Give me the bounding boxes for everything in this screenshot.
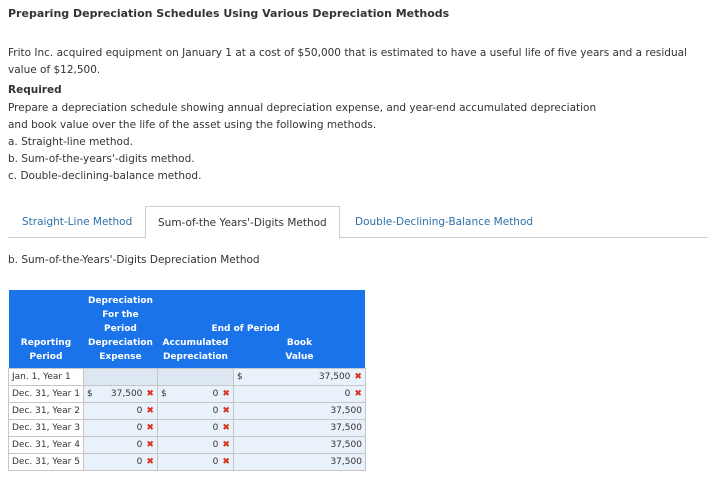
required-heading: Required — [8, 84, 62, 96]
header-accumulated-depreciation: Accumulated Depreciation — [157, 336, 233, 369]
book-value-value: 37,500 — [330, 423, 362, 433]
dep-expense-value: 0 — [136, 423, 143, 433]
header-end-of-period: End of Period — [211, 324, 280, 334]
incorrect-mark-icon: ✖ — [354, 372, 362, 382]
accumulated-dep-cell-empty — [157, 369, 233, 386]
table-row — [9, 437, 366, 454]
header-dep-period: Depreciation For the Period — [83, 290, 157, 336]
book-value-input[interactable] — [233, 454, 365, 471]
incorrect-mark-icon: ✖ — [146, 440, 154, 450]
required-instructions — [8, 100, 708, 185]
book-value-input[interactable] — [233, 403, 365, 420]
period-cell: Dec. 31, Year 1 — [9, 386, 84, 403]
dollar-sign: $ — [86, 389, 93, 399]
header-reporting-period: Reporting Period — [9, 336, 84, 369]
accumulated-dep-value: 0 — [212, 457, 219, 467]
period-cell: Dec. 31, Year 2 — [9, 403, 84, 420]
period-cell: Dec. 31, Year 3 — [9, 420, 84, 437]
dep-expense-value: 37,500 — [110, 389, 143, 399]
accumulated-dep-input[interactable] — [157, 420, 233, 437]
header-book-value: Book Value — [233, 336, 365, 369]
required-line: b. Sum-of-the-years'-digits method. — [8, 153, 195, 165]
incorrect-mark-icon: ✖ — [146, 423, 154, 433]
period-cell: Dec. 31, Year 4 — [9, 437, 84, 454]
book-value-input[interactable] — [233, 420, 365, 437]
accumulated-dep-value: 0 — [212, 440, 219, 450]
incorrect-mark-icon: ✖ — [146, 406, 154, 416]
incorrect-mark-icon: ✖ — [222, 406, 230, 416]
method-tabs — [8, 206, 708, 238]
accumulated-dep-value: 0 — [212, 423, 219, 433]
dollar-sign: $ — [160, 389, 167, 399]
dep-expense-input[interactable] — [83, 437, 157, 454]
tab-straight-line[interactable]: Straight-Line Method — [22, 216, 133, 228]
table-row — [9, 369, 366, 386]
accumulated-dep-value: 0 — [212, 406, 219, 416]
dep-expense-input[interactable] — [83, 386, 157, 403]
accumulated-dep-input[interactable] — [157, 454, 233, 471]
header-dep-expense: Depreciation Expense — [83, 336, 157, 369]
table-row — [9, 386, 366, 403]
accumulated-dep-input[interactable] — [157, 386, 233, 403]
required-line: a. Straight-line method. — [8, 136, 133, 148]
required-line: c. Double-declining-balance method. — [8, 170, 202, 182]
book-value-value: 37,500 — [330, 406, 362, 416]
book-value-input[interactable] — [233, 386, 365, 403]
dep-expense-value: 0 — [136, 440, 143, 450]
section-title: b. Sum-of-the-Years'-Digits Depreciation Method — [8, 254, 260, 266]
tab-sum-of-years-digits[interactable]: Sum-of-the Years'-Digits Method — [145, 206, 340, 239]
accumulated-dep-input[interactable] — [157, 403, 233, 420]
dollar-sign: $ — [236, 372, 243, 382]
period-cell: Dec. 31, Year 5 — [9, 454, 84, 471]
book-value-value: 0 — [344, 389, 351, 399]
table-row — [9, 420, 366, 437]
dep-expense-input[interactable] — [83, 403, 157, 420]
book-value-value: 37,500 — [318, 372, 351, 382]
dep-expense-cell-empty — [83, 369, 157, 386]
depreciation-schedule-table — [8, 290, 366, 471]
dep-expense-input[interactable] — [83, 420, 157, 437]
incorrect-mark-icon: ✖ — [222, 440, 230, 450]
required-line: and book value over the life of the asset using the following methods. — [8, 119, 377, 131]
accumulated-dep-input[interactable] — [157, 437, 233, 454]
book-value-input[interactable] — [233, 369, 365, 386]
incorrect-mark-icon: ✖ — [222, 389, 230, 399]
table-row — [9, 403, 366, 420]
book-value-input[interactable] — [233, 437, 365, 454]
incorrect-mark-icon: ✖ — [146, 389, 154, 399]
incorrect-mark-icon: ✖ — [222, 457, 230, 467]
dep-expense-input[interactable] — [83, 454, 157, 471]
incorrect-mark-icon: ✖ — [222, 423, 230, 433]
table-row — [9, 454, 366, 471]
problem-description: Frito Inc. acquired equipment on January 1 at a cost of $50,000 that is estimated to have a useful life of five years and a residual value of $12,500. — [8, 47, 687, 76]
header-row-top — [9, 290, 366, 321]
header-row-bottom — [9, 336, 366, 369]
required-line: Prepare a depreciation schedule showing annual depreciation expense, and year-end accumulated depreciation — [8, 102, 597, 114]
book-value-value: 37,500 — [330, 440, 362, 450]
incorrect-mark-icon: ✖ — [146, 457, 154, 467]
page-title: Preparing Depreciation Schedules Using Various Depreciation Methods — [8, 7, 450, 20]
dep-expense-value: 0 — [136, 406, 143, 416]
accumulated-dep-value: 0 — [212, 389, 219, 399]
tab-double-declining[interactable]: Double-Declining-Balance Method — [355, 216, 534, 228]
period-cell: Jan. 1, Year 1 — [9, 369, 84, 386]
incorrect-mark-icon: ✖ — [354, 389, 362, 399]
dep-expense-value: 0 — [136, 457, 143, 467]
book-value-value: 37,500 — [330, 457, 362, 467]
